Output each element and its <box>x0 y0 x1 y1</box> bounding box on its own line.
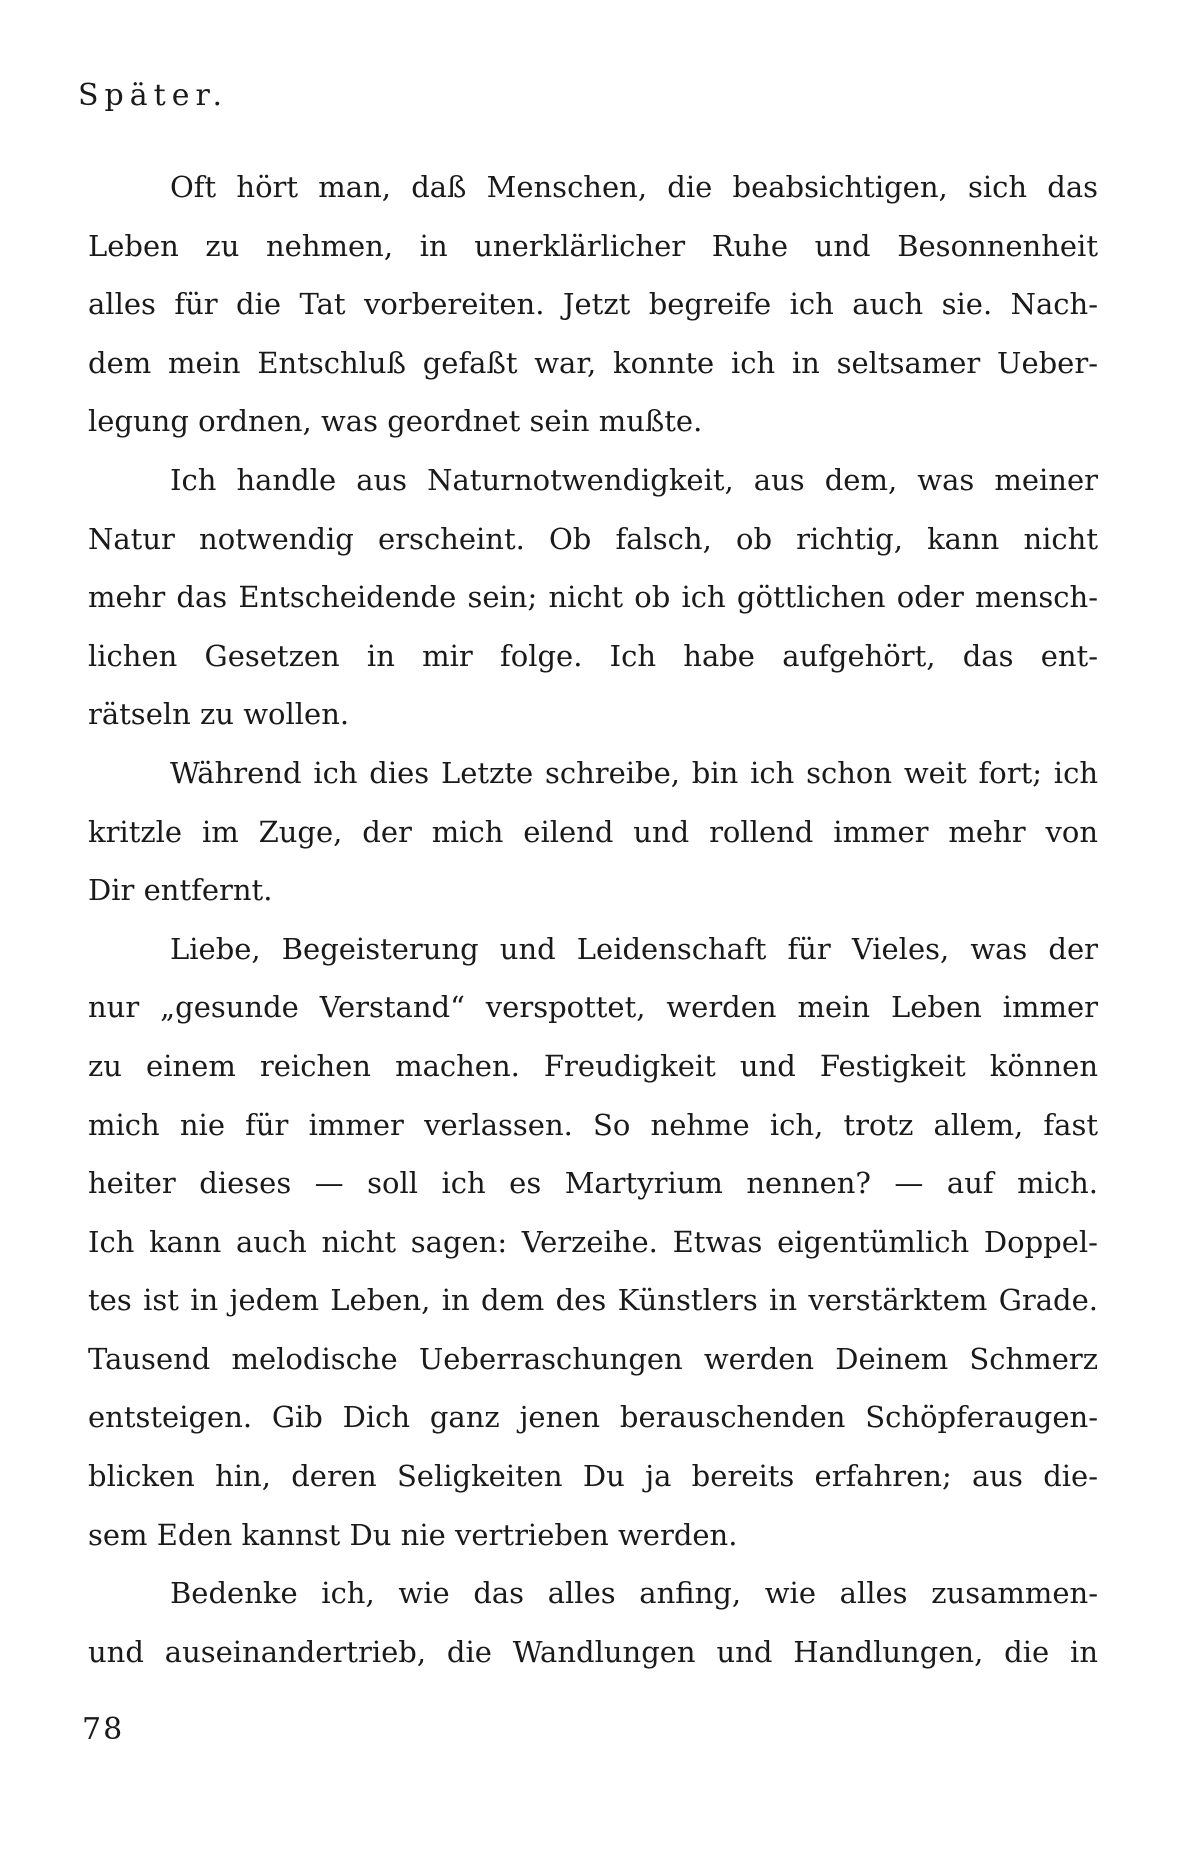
page-number: 78 <box>82 1712 125 1747</box>
text-line: nur „gesunde Verstand“ verspottet, werden mein Leben immer <box>88 990 1098 1025</box>
text-line: Während ich dies Letzte schreibe, bin ich schon weit fort; ich <box>170 755 1098 790</box>
text-line: lichen Gesetzen in mir folge. Ich habe aufgehört, das ent- <box>88 638 1098 673</box>
text-line: Liebe, Begeisterung und Leidenschaft für Vieles, was der <box>170 931 1098 966</box>
body-text <box>88 158 1098 1681</box>
paragraph <box>88 158 1098 451</box>
text-line: entsteigen. Gib Dich ganz jenen berauschenden Schöpferaugen- <box>88 1400 1098 1435</box>
text-line: Dir entfernt. <box>88 873 273 908</box>
text-line: tes ist in jedem Leben, in dem des Künstlers in verstärktem Grade. <box>88 1283 1098 1318</box>
paragraph <box>88 1564 1098 1681</box>
text-line: kritzle im Zuge, der mich eilend und rollend immer mehr von <box>88 814 1098 849</box>
paragraph <box>88 744 1098 920</box>
running-head: Später. <box>78 78 229 113</box>
text-line: blicken hin, deren Seligkeiten Du ja bereits erfahren; aus die- <box>88 1459 1098 1494</box>
text-line: sem Eden kannst Du nie vertrieben werden. <box>88 1517 738 1552</box>
paragraph <box>88 451 1098 744</box>
text-line: Bedenke ich, wie das alles anfing, wie alles zusammen- <box>170 1576 1098 1611</box>
text-line: mehr das Entscheidende sein; nicht ob ich göttlichen oder mensch- <box>88 580 1098 615</box>
text-line: Leben zu nehmen, in unerklärlicher Ruhe und Besonnenheit <box>88 228 1098 263</box>
text-line: Natur notwendig erscheint. Ob falsch, ob richtig, kann nicht <box>88 521 1098 556</box>
paragraph <box>88 920 1098 1565</box>
text-line: dem mein Entschluß gefaßt war, konnte ich in seltsamer Ueber- <box>88 345 1098 380</box>
text-line: alles für die Tat vorbereiten. Jetzt begreife ich auch sie. Nach- <box>88 287 1098 322</box>
text-line: legung ordnen, was geordnet sein mußte. <box>88 404 703 439</box>
text-line: heiter dieses — soll ich es Martyrium nennen? — auf mich. <box>88 1166 1098 1201</box>
text-line: Oft hört man, daß Menschen, die beabsichtigen, sich das <box>170 170 1098 204</box>
text-line: rätseln zu wollen. <box>88 697 350 732</box>
text-line: Ich handle aus Naturnotwendigkeit, aus dem, was meiner <box>170 462 1098 497</box>
text-line: Tausend melodische Ueberraschungen werden Deinem Schmerz <box>88 1341 1098 1376</box>
text-line: Ich kann auch nicht sagen: Verzeihe. Etwas eigentümlich Doppel- <box>88 1224 1098 1259</box>
text-line: mich nie für immer verlassen. So nehme ich, trotz allem, fast <box>88 1107 1098 1142</box>
text-line: zu einem reichen machen. Freudigkeit und Festigkeit können <box>88 1048 1098 1083</box>
text-line: und auseinandertrieb, die Wandlungen und Handlungen, die in <box>88 1634 1098 1669</box>
